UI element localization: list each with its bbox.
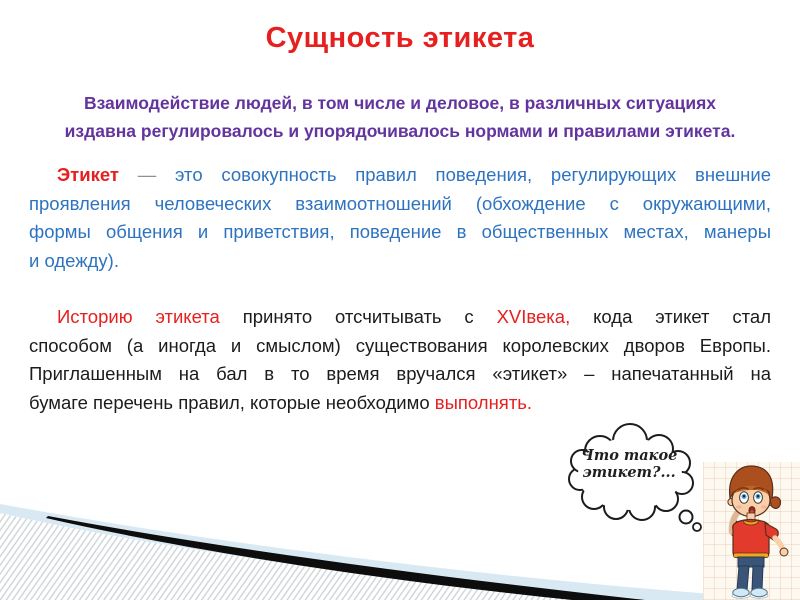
text-segment: XVIвека, — [496, 306, 571, 327]
bubble-line-1: Что такое — [580, 447, 678, 464]
text-line — [29, 389, 771, 418]
text-segment: проявления человеческих взаимоотношений (обхождение с окружающими, — [29, 192, 771, 214]
text-line — [29, 303, 771, 332]
text-segment: Приглашенным на бал в то время вручался «этикет» – напечатанный на — [29, 363, 771, 384]
history-paragraph — [29, 303, 771, 417]
text-segment: — — [118, 164, 176, 185]
boy-illustration-panel — [703, 462, 800, 600]
text-line — [29, 161, 771, 190]
thought-bubble-text — [566, 447, 692, 481]
intro-line-2: издавна регулировалось и упорядочивалось нормами и правилами этикета. — [64, 121, 736, 141]
slide-title: Сущность этикета — [265, 22, 535, 54]
intro-paragraph — [30, 89, 770, 145]
text-line — [29, 218, 771, 247]
intro-line-1: Взаимодействие людей, в том числе и деловое, в различных ситуациях — [83, 93, 717, 113]
boy-left-pupil — [743, 495, 745, 497]
thought-bubble — [566, 423, 706, 538]
bubble-line-2: этикет?... — [582, 464, 676, 481]
thought-bubble-tail-large — [680, 511, 693, 524]
text-segment: Этикет — [57, 164, 119, 185]
boy-right-shoe — [751, 588, 767, 596]
text-segment: Историю этикета — [57, 306, 220, 327]
text-segment: принято отсчитывать с — [219, 306, 497, 327]
text-segment: бумаге перечень правил, которые необходимо — [29, 391, 435, 413]
text-segment: кода этикет стал — [570, 306, 772, 327]
thought-bubble-tail-small — [693, 523, 701, 531]
boy-left-blush — [736, 505, 742, 508]
boy-left-shoe — [733, 588, 749, 596]
definition-paragraph — [29, 161, 771, 275]
boy-right-hand — [780, 548, 788, 556]
text-line — [29, 190, 771, 219]
text-segment: способом (а иногда и смыслом) существования королевских дворов Европы. — [29, 334, 771, 356]
boy-right-leg — [752, 566, 763, 590]
text-segment: выполнять. — [434, 391, 533, 413]
boy-right-pupil — [757, 495, 759, 497]
text-segment: и одежду). — [29, 249, 119, 271]
boy-character-illustration — [703, 462, 800, 600]
text-line — [29, 247, 771, 276]
text-line — [29, 360, 771, 389]
boy-right-blush — [761, 505, 767, 508]
text-line — [29, 332, 771, 361]
text-segment: это совокупность правил поведения, регулирующих внешние — [175, 164, 772, 185]
text-segment: формы общения и приветствия, поведение в общественных местах, манеры — [29, 221, 771, 242]
boy-left-leg — [737, 566, 749, 590]
